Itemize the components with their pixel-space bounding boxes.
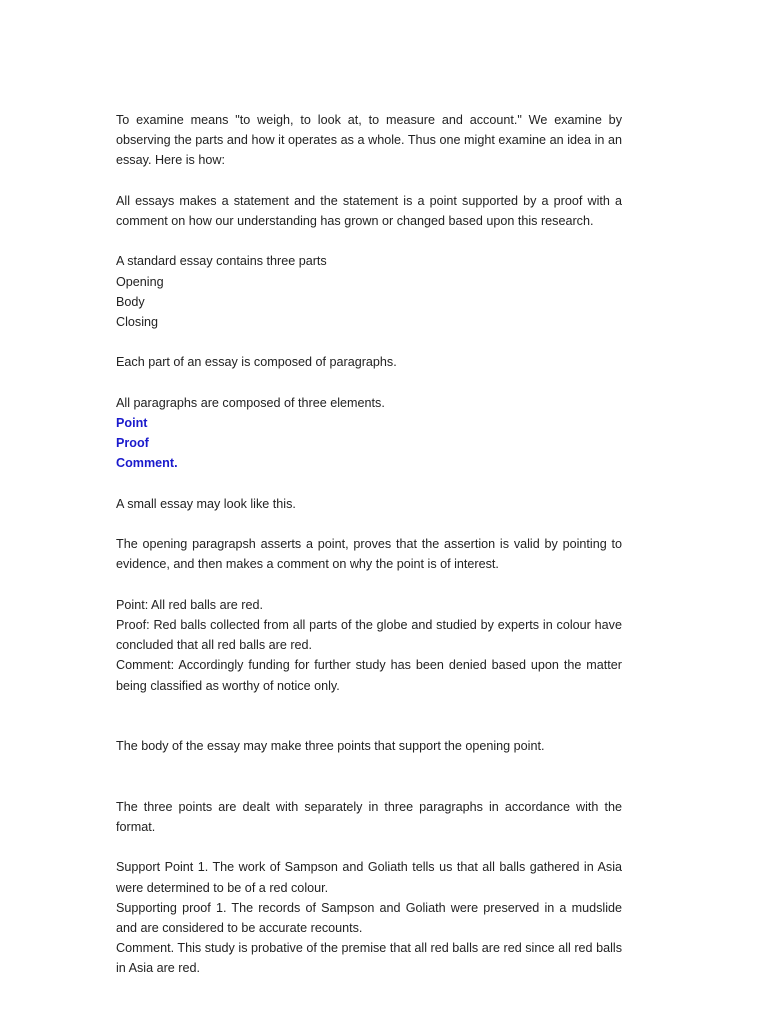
small-essay-line: A small essay may look like this. xyxy=(116,496,296,511)
paragraph-parts-line: Each part of an essay is composed of paragraphs. xyxy=(116,355,397,370)
example-proof: Proof: Red balls collected from all parts of the globe and studied by experts in colour have concluded that all red balls are red. xyxy=(116,617,622,653)
parts-heading: A standard essay contains three parts xyxy=(116,254,327,269)
elements-heading: All paragraphs are composed of three elements. xyxy=(116,395,385,410)
part-closing: Closing xyxy=(116,315,158,329)
support-comment: Comment. This study is probative of the premise that all red balls are red since all red balls in Asia are red. xyxy=(116,941,622,976)
element-point: Point xyxy=(116,415,148,430)
opening-description: The opening paragrapsh asserts a point, proves that the assertion is valid by pointing to evidence, and then makes a comment on why the point is of interest. xyxy=(116,537,622,572)
example-comment: Comment: Accordingly funding for further study has been denied based upon the matter being classified as worthy of notice only. xyxy=(116,658,622,693)
intro-paragraph: To examine means "to weigh, to look at, to measure and account." We examine by observing the parts and how it operates as a whole. Thus one might examine an idea in an essay. Here is how: xyxy=(116,113,622,168)
element-comment: Comment. xyxy=(116,456,178,471)
three-points-paragraph: The three points are dealt with separately in three paragraphs in accordance with the format. xyxy=(116,799,622,834)
support-proof: Supporting proof 1. The records of Sampson and Goliath were preserved in a mudslide and are considered to be accurate recounts. xyxy=(116,900,622,935)
part-opening: Opening xyxy=(116,274,164,289)
statement-paragraph: All essays makes a statement and the statement is a point supported by a proof with a comment on how our understanding has grown or changed based upon this research. xyxy=(116,193,622,228)
example-point: Point: All red balls are red. xyxy=(116,597,264,612)
part-body: Body xyxy=(116,294,145,309)
document-body xyxy=(116,110,622,979)
body-description: The body of the essay may make three points that support the opening point. xyxy=(116,739,545,754)
support-point: Support Point 1. The work of Sampson and Goliath tells us that all balls gathered in Asia were determined to be of a red colour. xyxy=(116,860,622,895)
element-proof: Proof xyxy=(116,436,149,451)
